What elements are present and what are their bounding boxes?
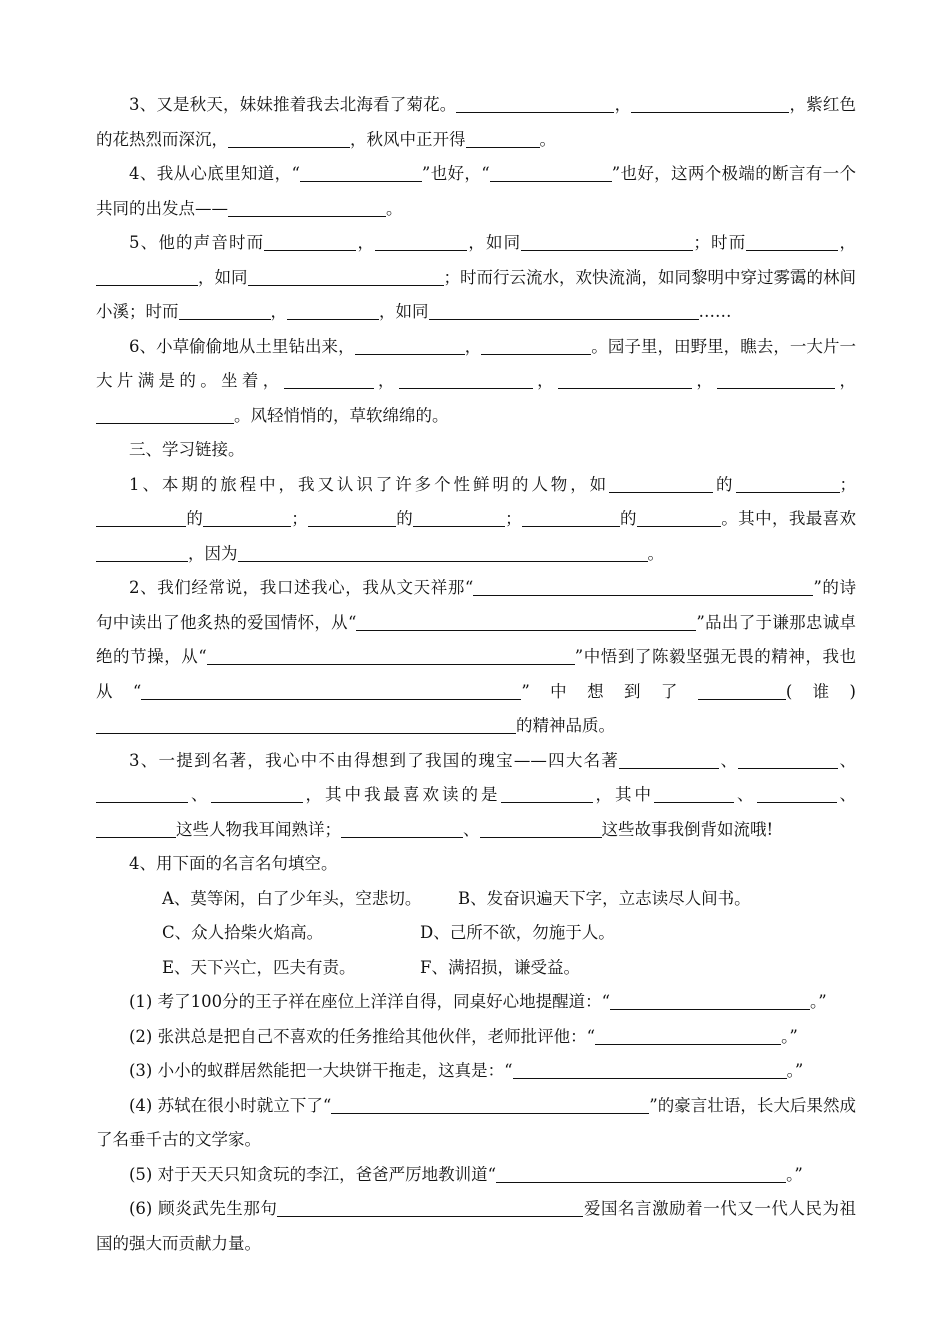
answer-blank[interactable]: [746, 232, 838, 251]
answer-blank[interactable]: [473, 577, 813, 596]
answer-blank[interactable]: [595, 1026, 781, 1045]
link3-text: 、: [719, 750, 739, 770]
link-question-4-title: 4、用下面的名言名句填空。: [129, 854, 338, 873]
q5-text: ；时而行云流水，欢快流淌，如同黎明中穿过雾霭的林间小溪；时而: [96, 267, 856, 321]
option-c: C、众人拾柴火焰高。: [162, 923, 324, 942]
link1-text: ；: [505, 509, 522, 528]
answer-blank[interactable]: [341, 819, 463, 838]
q6-text: ，: [532, 371, 558, 390]
link3-text: 这些人物我耳闻熟详；: [176, 819, 341, 839]
option-row: [96, 916, 856, 951]
item-text: (2) 张洪总是把自己不喜欢的任务推给其他伙伴，老师批评他：“: [129, 1026, 596, 1046]
link1-text: 的: [186, 509, 204, 528]
link2-text: 的精神品质。: [516, 716, 615, 735]
q6-text: ，: [691, 371, 718, 390]
link1-text: 的: [395, 509, 414, 528]
link2-text: ”中想到了: [521, 681, 698, 701]
link1-text: 。: [647, 543, 664, 563]
answer-blank[interactable]: [211, 784, 303, 803]
answer-blank[interactable]: [96, 508, 186, 527]
option-b: B、发奋识遍天下字，立志读尽人间书。: [458, 888, 751, 908]
answer-blank[interactable]: [300, 163, 422, 182]
answer-blank[interactable]: [738, 750, 838, 769]
answer-blank[interactable]: [248, 267, 444, 286]
q5-text: ，如同: [379, 302, 429, 321]
item-text: (6) 顾炎武先生那句: [129, 1199, 278, 1218]
link3-text: 、: [188, 785, 211, 804]
answer-blank[interactable]: [654, 784, 734, 803]
answer-blank[interactable]: [308, 508, 396, 527]
answer-blank[interactable]: [637, 508, 721, 527]
answer-blank[interactable]: [96, 715, 516, 734]
answer-blank[interactable]: [141, 681, 521, 700]
link3-text: 、: [734, 785, 757, 804]
answer-blank[interactable]: [481, 336, 591, 355]
option-e: E、天下兴亡，匹夫有责。: [162, 957, 356, 977]
item-text: ”的豪言壮语，长大后果然成了名垂千古的文学家。: [96, 1095, 856, 1149]
link1-text: ；: [291, 509, 308, 528]
answer-blank[interactable]: [355, 336, 465, 355]
link3-text: 、: [463, 819, 480, 839]
answer-blank[interactable]: [698, 681, 786, 700]
link2-text: ”品出了于谦那忠诚卓绝的节操，从“: [96, 612, 856, 666]
q3-text: ，秋风中正开得: [350, 129, 466, 149]
link1-text: 。其中，我最喜欢: [720, 509, 857, 528]
answer-blank[interactable]: [466, 129, 540, 148]
answer-blank[interactable]: [609, 474, 713, 493]
link3-text: ，其中: [592, 785, 654, 804]
q5-text: ，如同: [467, 233, 522, 252]
q4-text: ”也好，这两个极端的断言有一个共同的出发点——: [96, 164, 856, 218]
link3-text: 这些故事我倒背如流哦!: [601, 819, 774, 839]
q6-text: 。园子里，田野里，瞧去，一大片一大片满是的。坐着，: [96, 336, 856, 390]
q6-text: ，: [835, 371, 856, 390]
option-row: [96, 882, 856, 917]
q5-text: ；时而: [693, 233, 747, 252]
answer-blank[interactable]: [757, 784, 837, 803]
q3-text: 3、又是秋天，妹妹推着我去北海看了菊花。: [129, 95, 457, 114]
answer-blank[interactable]: [413, 508, 505, 527]
answer-blank[interactable]: [96, 267, 198, 286]
q5-text: ，如同: [198, 267, 248, 287]
link3-text: 、: [838, 750, 857, 770]
item-text: (3) 小小的蚁群居然能把一大块饼干拖走，这真是：“: [129, 1061, 513, 1080]
q6-text: 。风轻悄悄的，草软绵绵的。: [234, 405, 449, 425]
item-text: 。”: [810, 992, 827, 1011]
answer-blank[interactable]: [558, 370, 692, 389]
fill-item-6: [96, 1192, 856, 1261]
q4-text: ”也好，“: [421, 164, 490, 183]
link-question-3: [96, 744, 856, 848]
option-a: A、莫等闲，白了少年头，空悲切。: [162, 888, 422, 908]
answer-blank[interactable]: [203, 508, 291, 527]
q4-text: 4、我从心底里知道，“: [129, 164, 300, 183]
section-3-heading: 三、学习链接。: [129, 440, 245, 459]
link2-text: 2、我们经常说，我口述我心，我从文天祥那“: [129, 578, 474, 597]
answer-blank[interactable]: [490, 163, 612, 182]
question-3: [96, 88, 856, 157]
fill-item-3: [96, 1054, 856, 1089]
q5-text: ，: [356, 233, 376, 252]
answer-blank[interactable]: [356, 612, 696, 631]
q3-text: ，: [614, 95, 632, 114]
fill-item-1: [96, 985, 856, 1020]
answer-blank[interactable]: [228, 129, 350, 148]
fill-item-4: [96, 1089, 856, 1158]
answer-blank[interactable]: [96, 784, 188, 803]
answer-blank[interactable]: [513, 1060, 787, 1079]
fill-item-2: [96, 1020, 856, 1055]
answer-blank[interactable]: [521, 232, 693, 251]
answer-blank[interactable]: [96, 405, 234, 424]
link2-text: ”的诗句中读出了他炙热的爱国情怀，从“: [96, 578, 857, 632]
item-text: 爱国名言激励着一代又一代人民为祖国的强大而贡献力量。: [96, 1199, 857, 1253]
answer-blank[interactable]: [264, 232, 356, 251]
q6-text: ，: [373, 371, 399, 390]
answer-blank[interactable]: [496, 1164, 786, 1183]
answer-blank[interactable]: [287, 301, 379, 320]
answer-blank[interactable]: [96, 543, 188, 562]
item-text: 。”: [786, 1164, 803, 1184]
answer-blank[interactable]: [207, 646, 575, 665]
item-text: 。”: [786, 1061, 804, 1080]
item-text: (4) 苏轼在很小时就立下了“: [129, 1095, 332, 1115]
q5-text: ，: [270, 302, 287, 321]
link3-text: 、: [836, 785, 856, 804]
answer-blank[interactable]: [522, 508, 620, 527]
answer-blank[interactable]: [429, 301, 699, 320]
q6-text: 6、小草偷偷地从土里钻出来，: [129, 336, 355, 356]
answer-blank[interactable]: [736, 474, 840, 493]
question-6: [96, 330, 856, 434]
question-4: [96, 157, 856, 226]
answer-blank[interactable]: [238, 543, 648, 562]
answer-blank[interactable]: [610, 991, 810, 1010]
answer-blank[interactable]: [228, 198, 386, 217]
item-text: (5) 对于天天只知贪玩的李江，爸爸严厉地教训道“: [129, 1164, 497, 1184]
link3-text: ，其中我最喜欢读的是: [302, 785, 501, 804]
option-f: F、满招损，谦受益。: [420, 957, 580, 977]
link1-text: 1、本期的旅程中，我又认识了许多个性鲜明的人物，如: [129, 474, 610, 494]
fill-item-5: [96, 1158, 856, 1193]
link1-text: 的: [619, 509, 637, 528]
answer-blank[interactable]: [284, 370, 374, 389]
answer-blank[interactable]: [399, 370, 533, 389]
link-question-2: [96, 571, 856, 744]
q3-text: ，紫红色的花热烈而深沉，: [96, 95, 857, 149]
q5-text: ，: [838, 233, 857, 252]
answer-blank[interactable]: [375, 232, 467, 251]
link-question-1: [96, 468, 856, 572]
q4-text: 。: [386, 198, 403, 218]
answer-blank[interactable]: [631, 94, 789, 113]
answer-blank[interactable]: [456, 94, 614, 113]
link2-text: ”中悟到了陈毅坚强无畏的精神，我也从“: [96, 647, 857, 701]
q5-text: 5、他的声音时而: [129, 233, 265, 252]
answer-blank[interactable]: [179, 301, 271, 320]
link2-text: (谁): [785, 681, 856, 701]
option-row: [96, 951, 856, 986]
answer-blank[interactable]: [96, 819, 176, 838]
item-text: 。”: [781, 1026, 798, 1046]
answer-blank[interactable]: [619, 750, 719, 769]
answer-blank[interactable]: [277, 1198, 583, 1217]
answer-blank[interactable]: [480, 819, 602, 838]
answer-blank[interactable]: [717, 370, 835, 389]
q5-text: ……: [698, 302, 732, 321]
question-5: [96, 226, 856, 330]
link1-text: ；: [839, 474, 856, 494]
item-text: (1) 考了100分的王子祥在座位上洋洋自得，同桌好心地提醒道：“: [129, 992, 611, 1011]
q6-text: ，: [464, 336, 482, 356]
answer-blank[interactable]: [501, 784, 593, 803]
answer-blank[interactable]: [331, 1095, 649, 1114]
option-d: D、己所不欲，勿施于人。: [420, 923, 615, 942]
link1-text: 的: [713, 474, 736, 494]
link3-text: 3、一提到名著，我心中不由得想到了我国的瑰宝——四大名著: [129, 750, 620, 770]
worksheet-page: [96, 88, 856, 1261]
link1-text: ，因为: [188, 543, 238, 563]
q3-text: 。: [539, 129, 556, 149]
